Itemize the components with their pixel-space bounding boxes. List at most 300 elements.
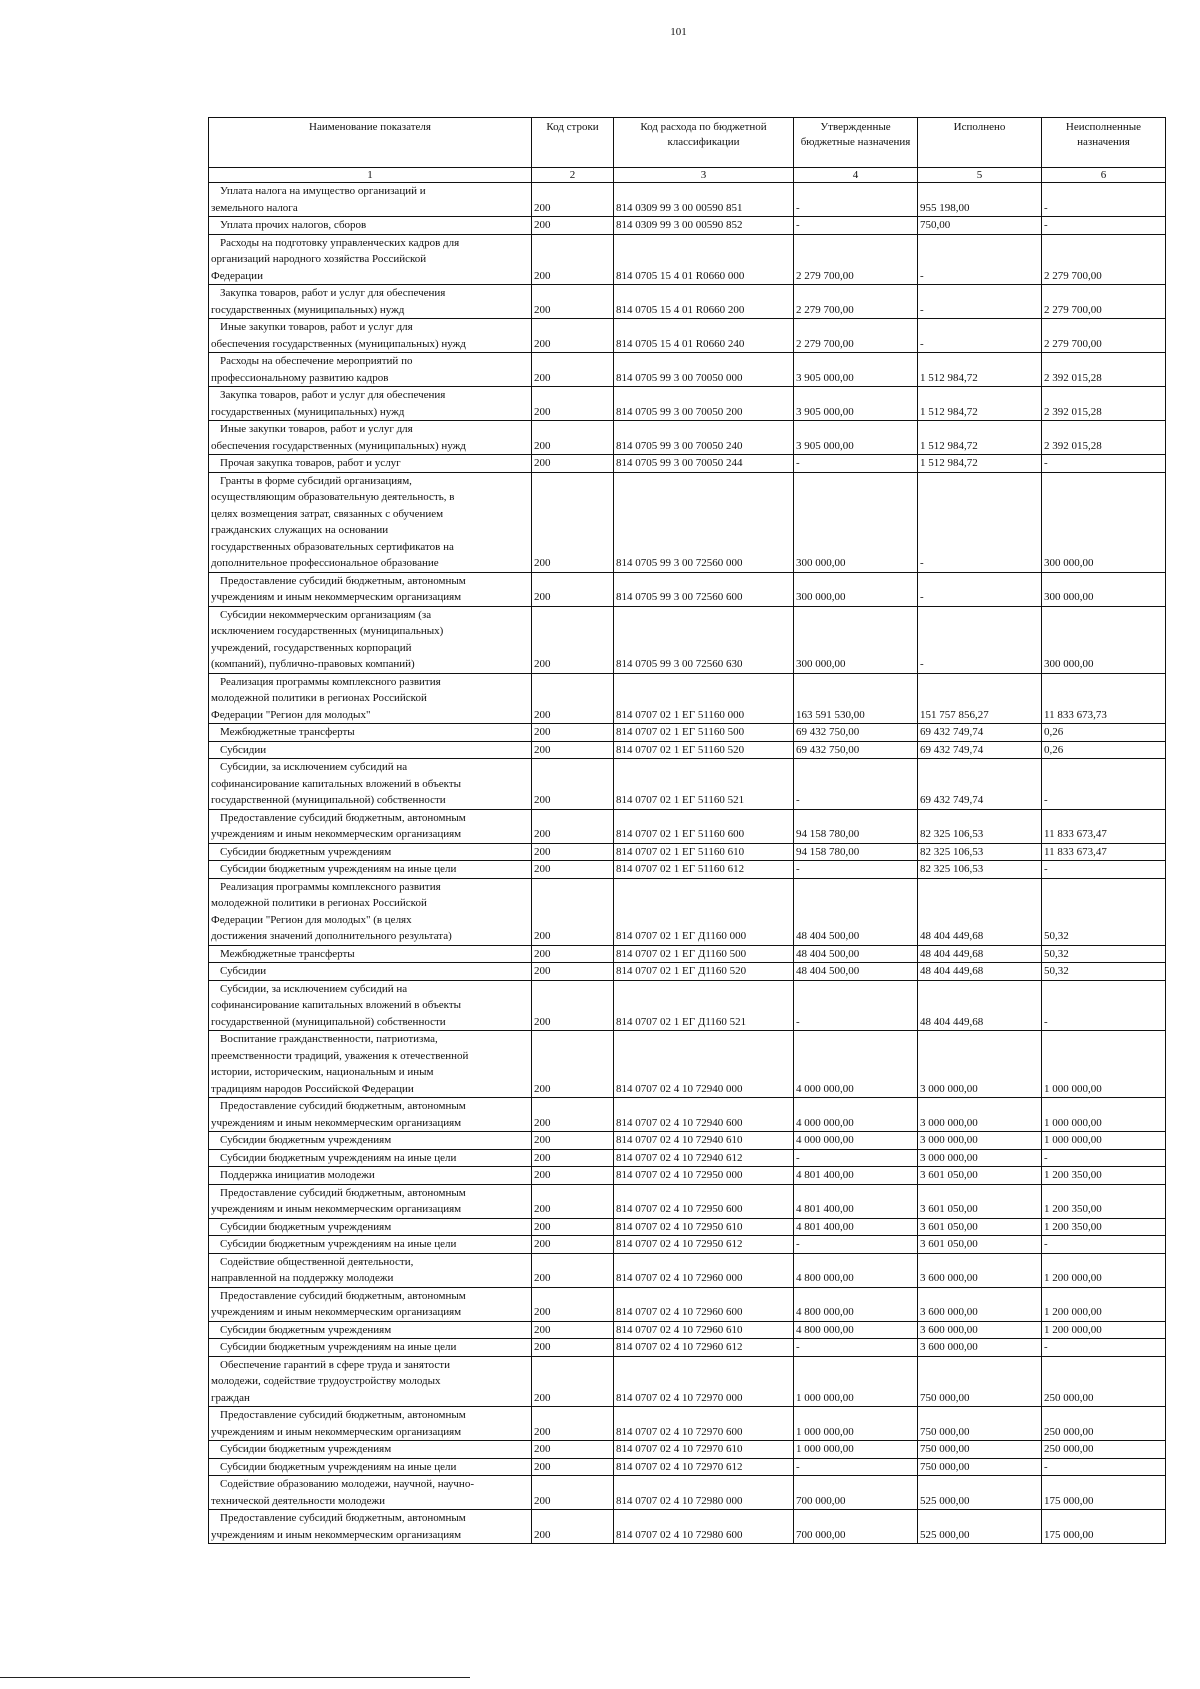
indicator-name-cell: Субсидии некоммерческим организациям (за исключением государственных (муниципальных) учреждений, государственных корпораций (компаний), публично-правовых компаний) (209, 606, 532, 673)
unexecuted-amount-cell: 1 200 000,00 (1042, 1321, 1166, 1339)
approved-amount-cell: 4 801 400,00 (794, 1218, 918, 1236)
executed-amount-cell: 48 404 449,68 (918, 980, 1042, 1031)
approved-amount-cell: 94 158 780,00 (794, 809, 918, 843)
indicator-name-cell: Предоставление субсидий бюджетным, автономным учреждениям и иным некоммерческим организациям (209, 572, 532, 606)
line-code-cell: 200 (532, 759, 614, 810)
table-row (209, 861, 1166, 879)
executed-amount-cell: 525 000,00 (918, 1476, 1042, 1510)
line-code-cell: 200 (532, 1321, 614, 1339)
line-code-cell: 200 (532, 980, 614, 1031)
expense-code-cell: 814 0707 02 4 10 72950 610 (614, 1218, 794, 1236)
indicator-name-cell: Субсидии, за исключением субсидий на софинансирование капитальных вложений в объекты государственной (муниципальной) собственности (209, 980, 532, 1031)
line-code-cell: 200 (532, 234, 614, 285)
executed-amount-cell: 3 600 000,00 (918, 1339, 1042, 1357)
indicator-name-cell: Расходы на обеспечение мероприятий по профессиональному развитию кадров (209, 353, 532, 387)
table-row (209, 1458, 1166, 1476)
line-code-cell: 200 (532, 1218, 614, 1236)
expense-code-cell: 814 0707 02 1 ЕГ 51160 600 (614, 809, 794, 843)
unexecuted-amount-cell: 11 833 673,47 (1042, 809, 1166, 843)
line-code-cell: 200 (532, 1149, 614, 1167)
unexecuted-amount-cell: 175 000,00 (1042, 1476, 1166, 1510)
approved-amount-cell: 300 000,00 (794, 606, 918, 673)
unexecuted-amount-cell: 2 392 015,28 (1042, 387, 1166, 421)
executed-amount-cell: - (918, 319, 1042, 353)
unexecuted-amount-cell: - (1042, 980, 1166, 1031)
line-code-cell: 200 (532, 878, 614, 945)
unexecuted-amount-cell: 0,26 (1042, 741, 1166, 759)
header-line-code: Код строки (532, 118, 614, 168)
approved-amount-cell: 300 000,00 (794, 472, 918, 572)
column-number: 1 (209, 168, 532, 183)
indicator-name-cell: Уплата прочих налогов, сборов (209, 217, 532, 235)
table-row (209, 741, 1166, 759)
unexecuted-amount-cell: 250 000,00 (1042, 1407, 1166, 1441)
table-row (209, 572, 1166, 606)
page-number: 101 (670, 26, 687, 38)
expense-code-cell: 814 0705 15 4 01 R0660 000 (614, 234, 794, 285)
expense-code-cell: 814 0705 15 4 01 R0660 200 (614, 285, 794, 319)
approved-amount-cell: 2 279 700,00 (794, 285, 918, 319)
indicator-name-cell: Предоставление субсидий бюджетным, автономным учреждениям и иным некоммерческим организациям (209, 1407, 532, 1441)
table-row (209, 1218, 1166, 1236)
table-row (209, 1441, 1166, 1459)
approved-amount-cell: 700 000,00 (794, 1476, 918, 1510)
approved-amount-cell: 163 591 530,00 (794, 673, 918, 724)
expense-code-cell: 814 0707 02 4 10 72980 000 (614, 1476, 794, 1510)
unexecuted-amount-cell: 1 000 000,00 (1042, 1098, 1166, 1132)
expense-code-cell: 814 0707 02 4 10 72970 612 (614, 1458, 794, 1476)
unexecuted-amount-cell: 1 000 000,00 (1042, 1132, 1166, 1150)
approved-amount-cell: 4 000 000,00 (794, 1132, 918, 1150)
executed-amount-cell: 3 000 000,00 (918, 1031, 1042, 1098)
unexecuted-amount-cell: 11 833 673,47 (1042, 843, 1166, 861)
line-code-cell: 200 (532, 1031, 614, 1098)
expense-code-cell: 814 0707 02 4 10 72960 600 (614, 1287, 794, 1321)
expense-code-cell: 814 0707 02 4 10 72970 610 (614, 1441, 794, 1459)
table-row (209, 724, 1166, 742)
table-row (209, 217, 1166, 235)
indicator-name-cell: Иные закупки товаров, работ и услуг для обеспечения государственных (муниципальных) нужд (209, 319, 532, 353)
table-row (209, 945, 1166, 963)
approved-amount-cell: 48 404 500,00 (794, 963, 918, 981)
executed-amount-cell: - (918, 572, 1042, 606)
table-row (209, 963, 1166, 981)
expense-code-cell: 814 0707 02 4 10 72960 000 (614, 1253, 794, 1287)
expense-code-cell: 814 0705 99 3 00 72560 600 (614, 572, 794, 606)
indicator-name-cell: Субсидии бюджетным учреждениям (209, 1321, 532, 1339)
approved-amount-cell: - (794, 1149, 918, 1167)
expense-code-cell: 814 0707 02 4 10 72970 600 (614, 1407, 794, 1441)
line-code-cell: 200 (532, 1476, 614, 1510)
executed-amount-cell: 48 404 449,68 (918, 945, 1042, 963)
table-row (209, 673, 1166, 724)
unexecuted-amount-cell: 2 279 700,00 (1042, 234, 1166, 285)
column-number: 5 (918, 168, 1042, 183)
indicator-name-cell: Реализация программы комплексного развития молодежной политики в регионах Российской Федерации "Регион для молодых" (209, 673, 532, 724)
executed-amount-cell: 48 404 449,68 (918, 963, 1042, 981)
unexecuted-amount-cell: 50,32 (1042, 945, 1166, 963)
line-code-cell: 200 (532, 945, 614, 963)
expense-code-cell: 814 0705 99 3 00 72560 000 (614, 472, 794, 572)
indicator-name-cell: Иные закупки товаров, работ и услуг для обеспечения государственных (муниципальных) нужд (209, 421, 532, 455)
approved-amount-cell: 94 158 780,00 (794, 843, 918, 861)
expense-code-cell: 814 0707 02 1 ЕГ Д1160 520 (614, 963, 794, 981)
approved-amount-cell: 300 000,00 (794, 572, 918, 606)
executed-amount-cell: 3 601 050,00 (918, 1236, 1042, 1254)
indicator-name-cell: Содействие общественной деятельности, направленной на поддержку молодежи (209, 1253, 532, 1287)
line-code-cell: 200 (532, 319, 614, 353)
indicator-name-cell: Предоставление субсидий бюджетным, автономным учреждениям и иным некоммерческим организациям (209, 1184, 532, 1218)
executed-amount-cell: - (918, 472, 1042, 572)
header-indicator-name: Наименование показателя (209, 118, 532, 168)
unexecuted-amount-cell: 175 000,00 (1042, 1510, 1166, 1544)
expense-code-cell: 814 0705 99 3 00 70050 244 (614, 455, 794, 473)
expense-code-cell: 814 0705 99 3 00 70050 000 (614, 353, 794, 387)
unexecuted-amount-cell: 50,32 (1042, 878, 1166, 945)
unexecuted-amount-cell: 300 000,00 (1042, 472, 1166, 572)
table-body (209, 183, 1166, 1544)
table-row (209, 1407, 1166, 1441)
table-row (209, 1132, 1166, 1150)
approved-amount-cell: - (794, 980, 918, 1031)
expense-code-cell: 814 0707 02 1 ЕГ Д1160 500 (614, 945, 794, 963)
indicator-name-cell: Субсидии (209, 963, 532, 981)
approved-amount-cell: - (794, 1339, 918, 1357)
table-row (209, 1321, 1166, 1339)
line-code-cell: 200 (532, 1253, 614, 1287)
executed-amount-cell: 525 000,00 (918, 1510, 1042, 1544)
executed-amount-cell: 750 000,00 (918, 1441, 1042, 1459)
indicator-name-cell: Субсидии бюджетным учреждениям на иные цели (209, 1339, 532, 1357)
approved-amount-cell: 1 000 000,00 (794, 1441, 918, 1459)
table-row (209, 843, 1166, 861)
indicator-name-cell: Воспитание гражданственности, патриотизма, преемственности традиций, уважения к отечественной истории, историческим, национальным и иным традициям народов Российской Федерации (209, 1031, 532, 1098)
expense-code-cell: 814 0707 02 4 10 72970 000 (614, 1356, 794, 1407)
table-row (209, 183, 1166, 217)
header-approved: Утвержденные бюджетные назначения (794, 118, 918, 168)
expense-code-cell: 814 0707 02 1 ЕГ 51160 610 (614, 843, 794, 861)
approved-amount-cell: 4 800 000,00 (794, 1321, 918, 1339)
executed-amount-cell: 151 757 856,27 (918, 673, 1042, 724)
approved-amount-cell: 4 000 000,00 (794, 1031, 918, 1098)
approved-amount-cell: - (794, 861, 918, 879)
column-number: 2 (532, 168, 614, 183)
table-row (209, 809, 1166, 843)
indicator-name-cell: Субсидии бюджетным учреждениям на иные цели (209, 1236, 532, 1254)
expense-code-cell: 814 0707 02 4 10 72940 610 (614, 1132, 794, 1150)
approved-amount-cell: 3 905 000,00 (794, 421, 918, 455)
indicator-name-cell: Субсидии бюджетным учреждениям (209, 1441, 532, 1459)
column-number: 6 (1042, 168, 1166, 183)
table-row (209, 1253, 1166, 1287)
line-code-cell: 200 (532, 963, 614, 981)
approved-amount-cell: 2 279 700,00 (794, 234, 918, 285)
executed-amount-cell: 3 000 000,00 (918, 1149, 1042, 1167)
executed-amount-cell: 750 000,00 (918, 1407, 1042, 1441)
unexecuted-amount-cell: 2 392 015,28 (1042, 421, 1166, 455)
approved-amount-cell: 4 801 400,00 (794, 1184, 918, 1218)
expense-code-cell: 814 0707 02 4 10 72950 000 (614, 1167, 794, 1185)
executed-amount-cell: 69 432 749,74 (918, 759, 1042, 810)
unexecuted-amount-cell: - (1042, 1339, 1166, 1357)
executed-amount-cell: 3 000 000,00 (918, 1132, 1042, 1150)
table-row (209, 353, 1166, 387)
unexecuted-amount-cell: 300 000,00 (1042, 572, 1166, 606)
expense-code-cell: 814 0707 02 4 10 72980 600 (614, 1510, 794, 1544)
indicator-name-cell: Прочая закупка товаров, работ и услуг (209, 455, 532, 473)
unexecuted-amount-cell: - (1042, 1458, 1166, 1476)
line-code-cell: 200 (532, 1236, 614, 1254)
unexecuted-amount-cell: - (1042, 759, 1166, 810)
approved-amount-cell: 2 279 700,00 (794, 319, 918, 353)
table-row (209, 980, 1166, 1031)
approved-amount-cell: - (794, 217, 918, 235)
approved-amount-cell: 48 404 500,00 (794, 945, 918, 963)
indicator-name-cell: Межбюджетные трансферты (209, 945, 532, 963)
indicator-name-cell: Реализация программы комплексного развития молодежной политики в регионах Российской Федерации "Регион для молодых" (в целях достижения значений дополнительного результата) (209, 878, 532, 945)
unexecuted-amount-cell: 1 200 000,00 (1042, 1287, 1166, 1321)
line-code-cell: 200 (532, 285, 614, 319)
executed-amount-cell: 3 600 000,00 (918, 1321, 1042, 1339)
line-code-cell: 200 (532, 183, 614, 217)
executed-amount-cell: 3 000 000,00 (918, 1098, 1042, 1132)
expense-code-cell: 814 0707 02 1 ЕГ 51160 521 (614, 759, 794, 810)
line-code-cell: 200 (532, 1184, 614, 1218)
line-code-cell: 200 (532, 1441, 614, 1459)
expense-code-cell: 814 0707 02 1 ЕГ Д1160 521 (614, 980, 794, 1031)
indicator-name-cell: Расходы на подготовку управленческих кадров для организаций народного хозяйства Российской Федерации (209, 234, 532, 285)
approved-amount-cell: 48 404 500,00 (794, 878, 918, 945)
executed-amount-cell: 1 512 984,72 (918, 455, 1042, 473)
indicator-name-cell: Субсидии бюджетным учреждениям на иные цели (209, 861, 532, 879)
unexecuted-amount-cell: 50,32 (1042, 963, 1166, 981)
table-row (209, 319, 1166, 353)
table-row (209, 472, 1166, 572)
indicator-name-cell: Обеспечение гарантий в сфере труда и занятости молодежи, содействие трудоустройству молодых граждан (209, 1356, 532, 1407)
header-unexecuted: Неисполненные назначения (1042, 118, 1166, 168)
line-code-cell: 200 (532, 1407, 614, 1441)
table-row (209, 606, 1166, 673)
executed-amount-cell: 750 000,00 (918, 1356, 1042, 1407)
approved-amount-cell: - (794, 759, 918, 810)
indicator-name-cell: Субсидии (209, 741, 532, 759)
line-code-cell: 200 (532, 455, 614, 473)
unexecuted-amount-cell: - (1042, 183, 1166, 217)
header-executed: Исполнено (918, 118, 1042, 168)
indicator-name-cell: Закупка товаров, работ и услуг для обеспечения государственных (муниципальных) нужд (209, 387, 532, 421)
indicator-name-cell: Субсидии бюджетным учреждениям (209, 1218, 532, 1236)
table-row (209, 1476, 1166, 1510)
approved-amount-cell: - (794, 455, 918, 473)
expense-code-cell: 814 0707 02 1 ЕГ Д1160 000 (614, 878, 794, 945)
header-expense-code: Код расхода по бюджетной классификации (614, 118, 794, 168)
line-code-cell: 200 (532, 217, 614, 235)
table-row (209, 1510, 1166, 1544)
indicator-name-cell: Субсидии бюджетным учреждениям на иные цели (209, 1149, 532, 1167)
approved-amount-cell: 4 801 400,00 (794, 1167, 918, 1185)
line-code-cell: 200 (532, 1510, 614, 1544)
unexecuted-amount-cell: 0,26 (1042, 724, 1166, 742)
indicator-name-cell: Субсидии бюджетным учреждениям (209, 1132, 532, 1150)
unexecuted-amount-cell: 2 279 700,00 (1042, 319, 1166, 353)
line-code-cell: 200 (532, 421, 614, 455)
table-header-row (209, 118, 1166, 168)
executed-amount-cell: 1 512 984,72 (918, 421, 1042, 455)
indicator-name-cell: Предоставление субсидий бюджетным, автономным учреждениям и иным некоммерческим организациям (209, 809, 532, 843)
approved-amount-cell: 3 905 000,00 (794, 387, 918, 421)
table-row (209, 1339, 1166, 1357)
line-code-cell: 200 (532, 1339, 614, 1357)
table-row (209, 387, 1166, 421)
approved-amount-cell: 69 432 750,00 (794, 724, 918, 742)
line-code-cell: 200 (532, 1458, 614, 1476)
indicator-name-cell: Гранты в форме субсидий организациям, осуществляющим образовательную деятельность, в целях возмещения затрат, связанных с обучением гражданских служащих на основании государственных образовательных сертификатов на дополнительное профессиональное образование (209, 472, 532, 572)
unexecuted-amount-cell: - (1042, 861, 1166, 879)
line-code-cell: 200 (532, 1287, 614, 1321)
expense-code-cell: 814 0707 02 4 10 72950 612 (614, 1236, 794, 1254)
approved-amount-cell: 4 800 000,00 (794, 1253, 918, 1287)
line-code-cell: 200 (532, 387, 614, 421)
executed-amount-cell: - (918, 285, 1042, 319)
line-code-cell: 200 (532, 472, 614, 572)
expense-code-cell: 814 0707 02 4 10 72950 600 (614, 1184, 794, 1218)
table-row (209, 1098, 1166, 1132)
executed-amount-cell: 3 600 000,00 (918, 1287, 1042, 1321)
table-column-number-row (209, 168, 1166, 183)
approved-amount-cell: 700 000,00 (794, 1510, 918, 1544)
line-code-cell: 200 (532, 843, 614, 861)
line-code-cell: 200 (532, 741, 614, 759)
expense-code-cell: 814 0705 99 3 00 70050 240 (614, 421, 794, 455)
expense-code-cell: 814 0707 02 1 ЕГ 51160 520 (614, 741, 794, 759)
indicator-name-cell: Закупка товаров, работ и услуг для обеспечения государственных (муниципальных) нужд (209, 285, 532, 319)
approved-amount-cell: - (794, 1458, 918, 1476)
line-code-cell: 200 (532, 353, 614, 387)
table-row (209, 421, 1166, 455)
line-code-cell: 200 (532, 724, 614, 742)
executed-amount-cell: 69 432 749,74 (918, 741, 1042, 759)
unexecuted-amount-cell: - (1042, 1149, 1166, 1167)
line-code-cell: 200 (532, 572, 614, 606)
executed-amount-cell: 955 198,00 (918, 183, 1042, 217)
executed-amount-cell: 3 601 050,00 (918, 1184, 1042, 1218)
expense-code-cell: 814 0309 99 3 00 00590 852 (614, 217, 794, 235)
indicator-name-cell: Уплата налога на имущество организаций и земельного налога (209, 183, 532, 217)
expense-code-cell: 814 0707 02 1 ЕГ 51160 612 (614, 861, 794, 879)
line-code-cell: 200 (532, 809, 614, 843)
indicator-name-cell: Субсидии бюджетным учреждениям (209, 843, 532, 861)
unexecuted-amount-cell: 11 833 673,73 (1042, 673, 1166, 724)
expense-code-cell: 814 0707 02 4 10 72940 000 (614, 1031, 794, 1098)
executed-amount-cell: 82 325 106,53 (918, 809, 1042, 843)
executed-amount-cell: 48 404 449,68 (918, 878, 1042, 945)
executed-amount-cell: - (918, 234, 1042, 285)
unexecuted-amount-cell: 250 000,00 (1042, 1356, 1166, 1407)
table-row (209, 234, 1166, 285)
executed-amount-cell: 1 512 984,72 (918, 387, 1042, 421)
expense-code-cell: 814 0705 99 3 00 70050 200 (614, 387, 794, 421)
line-code-cell: 200 (532, 606, 614, 673)
executed-amount-cell: 1 512 984,72 (918, 353, 1042, 387)
column-number: 4 (794, 168, 918, 183)
executed-amount-cell: 69 432 749,74 (918, 724, 1042, 742)
executed-amount-cell: 750 000,00 (918, 1458, 1042, 1476)
unexecuted-amount-cell: 1 000 000,00 (1042, 1031, 1166, 1098)
executed-amount-cell: 3 601 050,00 (918, 1218, 1042, 1236)
table-row (209, 759, 1166, 810)
approved-amount-cell: 4 000 000,00 (794, 1098, 918, 1132)
expense-code-cell: 814 0707 02 1 ЕГ 51160 500 (614, 724, 794, 742)
indicator-name-cell: Поддержка инициатив молодежи (209, 1167, 532, 1185)
approved-amount-cell: 1 000 000,00 (794, 1407, 918, 1441)
executed-amount-cell: 82 325 106,53 (918, 843, 1042, 861)
unexecuted-amount-cell: 250 000,00 (1042, 1441, 1166, 1459)
approved-amount-cell: 69 432 750,00 (794, 741, 918, 759)
unexecuted-amount-cell: 1 200 350,00 (1042, 1167, 1166, 1185)
unexecuted-amount-cell: - (1042, 455, 1166, 473)
approved-amount-cell: 1 000 000,00 (794, 1356, 918, 1407)
line-code-cell: 200 (532, 1167, 614, 1185)
expense-code-cell: 814 0705 15 4 01 R0660 240 (614, 319, 794, 353)
expense-code-cell: 814 0707 02 4 10 72940 600 (614, 1098, 794, 1132)
budget-execution-table (208, 117, 1166, 1544)
column-number: 3 (614, 168, 794, 183)
unexecuted-amount-cell: - (1042, 1236, 1166, 1254)
table-row (209, 1167, 1166, 1185)
indicator-name-cell: Предоставление субсидий бюджетным, автономным учреждениям и иным некоммерческим организациям (209, 1510, 532, 1544)
approved-amount-cell: 4 800 000,00 (794, 1287, 918, 1321)
table-row (209, 1184, 1166, 1218)
executed-amount-cell: 82 325 106,53 (918, 861, 1042, 879)
executed-amount-cell: 3 600 000,00 (918, 1253, 1042, 1287)
indicator-name-cell: Предоставление субсидий бюджетным, автономным учреждениям и иным некоммерческим организациям (209, 1287, 532, 1321)
unexecuted-amount-cell: 1 200 000,00 (1042, 1253, 1166, 1287)
approved-amount-cell: - (794, 183, 918, 217)
approved-amount-cell: 3 905 000,00 (794, 353, 918, 387)
executed-amount-cell: - (918, 606, 1042, 673)
table-row (209, 1236, 1166, 1254)
table-row (209, 1149, 1166, 1167)
table-row (209, 285, 1166, 319)
indicator-name-cell: Субсидии, за исключением субсидий на софинансирование капитальных вложений в объекты государственной (муниципальной) собственности (209, 759, 532, 810)
executed-amount-cell: 3 601 050,00 (918, 1167, 1042, 1185)
line-code-cell: 200 (532, 1356, 614, 1407)
expense-code-cell: 814 0707 02 4 10 72960 612 (614, 1339, 794, 1357)
table-row (209, 455, 1166, 473)
unexecuted-amount-cell: 1 200 350,00 (1042, 1184, 1166, 1218)
indicator-name-cell: Предоставление субсидий бюджетным, автономным учреждениям и иным некоммерческим организациям (209, 1098, 532, 1132)
line-code-cell: 200 (532, 1132, 614, 1150)
table-row (209, 1287, 1166, 1321)
line-code-cell: 200 (532, 861, 614, 879)
expense-code-cell: 814 0705 99 3 00 72560 630 (614, 606, 794, 673)
unexecuted-amount-cell: 300 000,00 (1042, 606, 1166, 673)
indicator-name-cell: Содействие образованию молодежи, научной, научно- технической деятельности молодежи (209, 1476, 532, 1510)
table-row (209, 878, 1166, 945)
expense-code-cell: 814 0707 02 4 10 72940 612 (614, 1149, 794, 1167)
table-row (209, 1356, 1166, 1407)
indicator-name-cell: Субсидии бюджетным учреждениям на иные цели (209, 1458, 532, 1476)
line-code-cell: 200 (532, 1098, 614, 1132)
unexecuted-amount-cell: - (1042, 217, 1166, 235)
executed-amount-cell: 750,00 (918, 217, 1042, 235)
expense-code-cell: 814 0707 02 4 10 72960 610 (614, 1321, 794, 1339)
bottom-rule (0, 1677, 470, 1678)
indicator-name-cell: Межбюджетные трансферты (209, 724, 532, 742)
unexecuted-amount-cell: 1 200 350,00 (1042, 1218, 1166, 1236)
line-code-cell: 200 (532, 673, 614, 724)
unexecuted-amount-cell: 2 392 015,28 (1042, 353, 1166, 387)
